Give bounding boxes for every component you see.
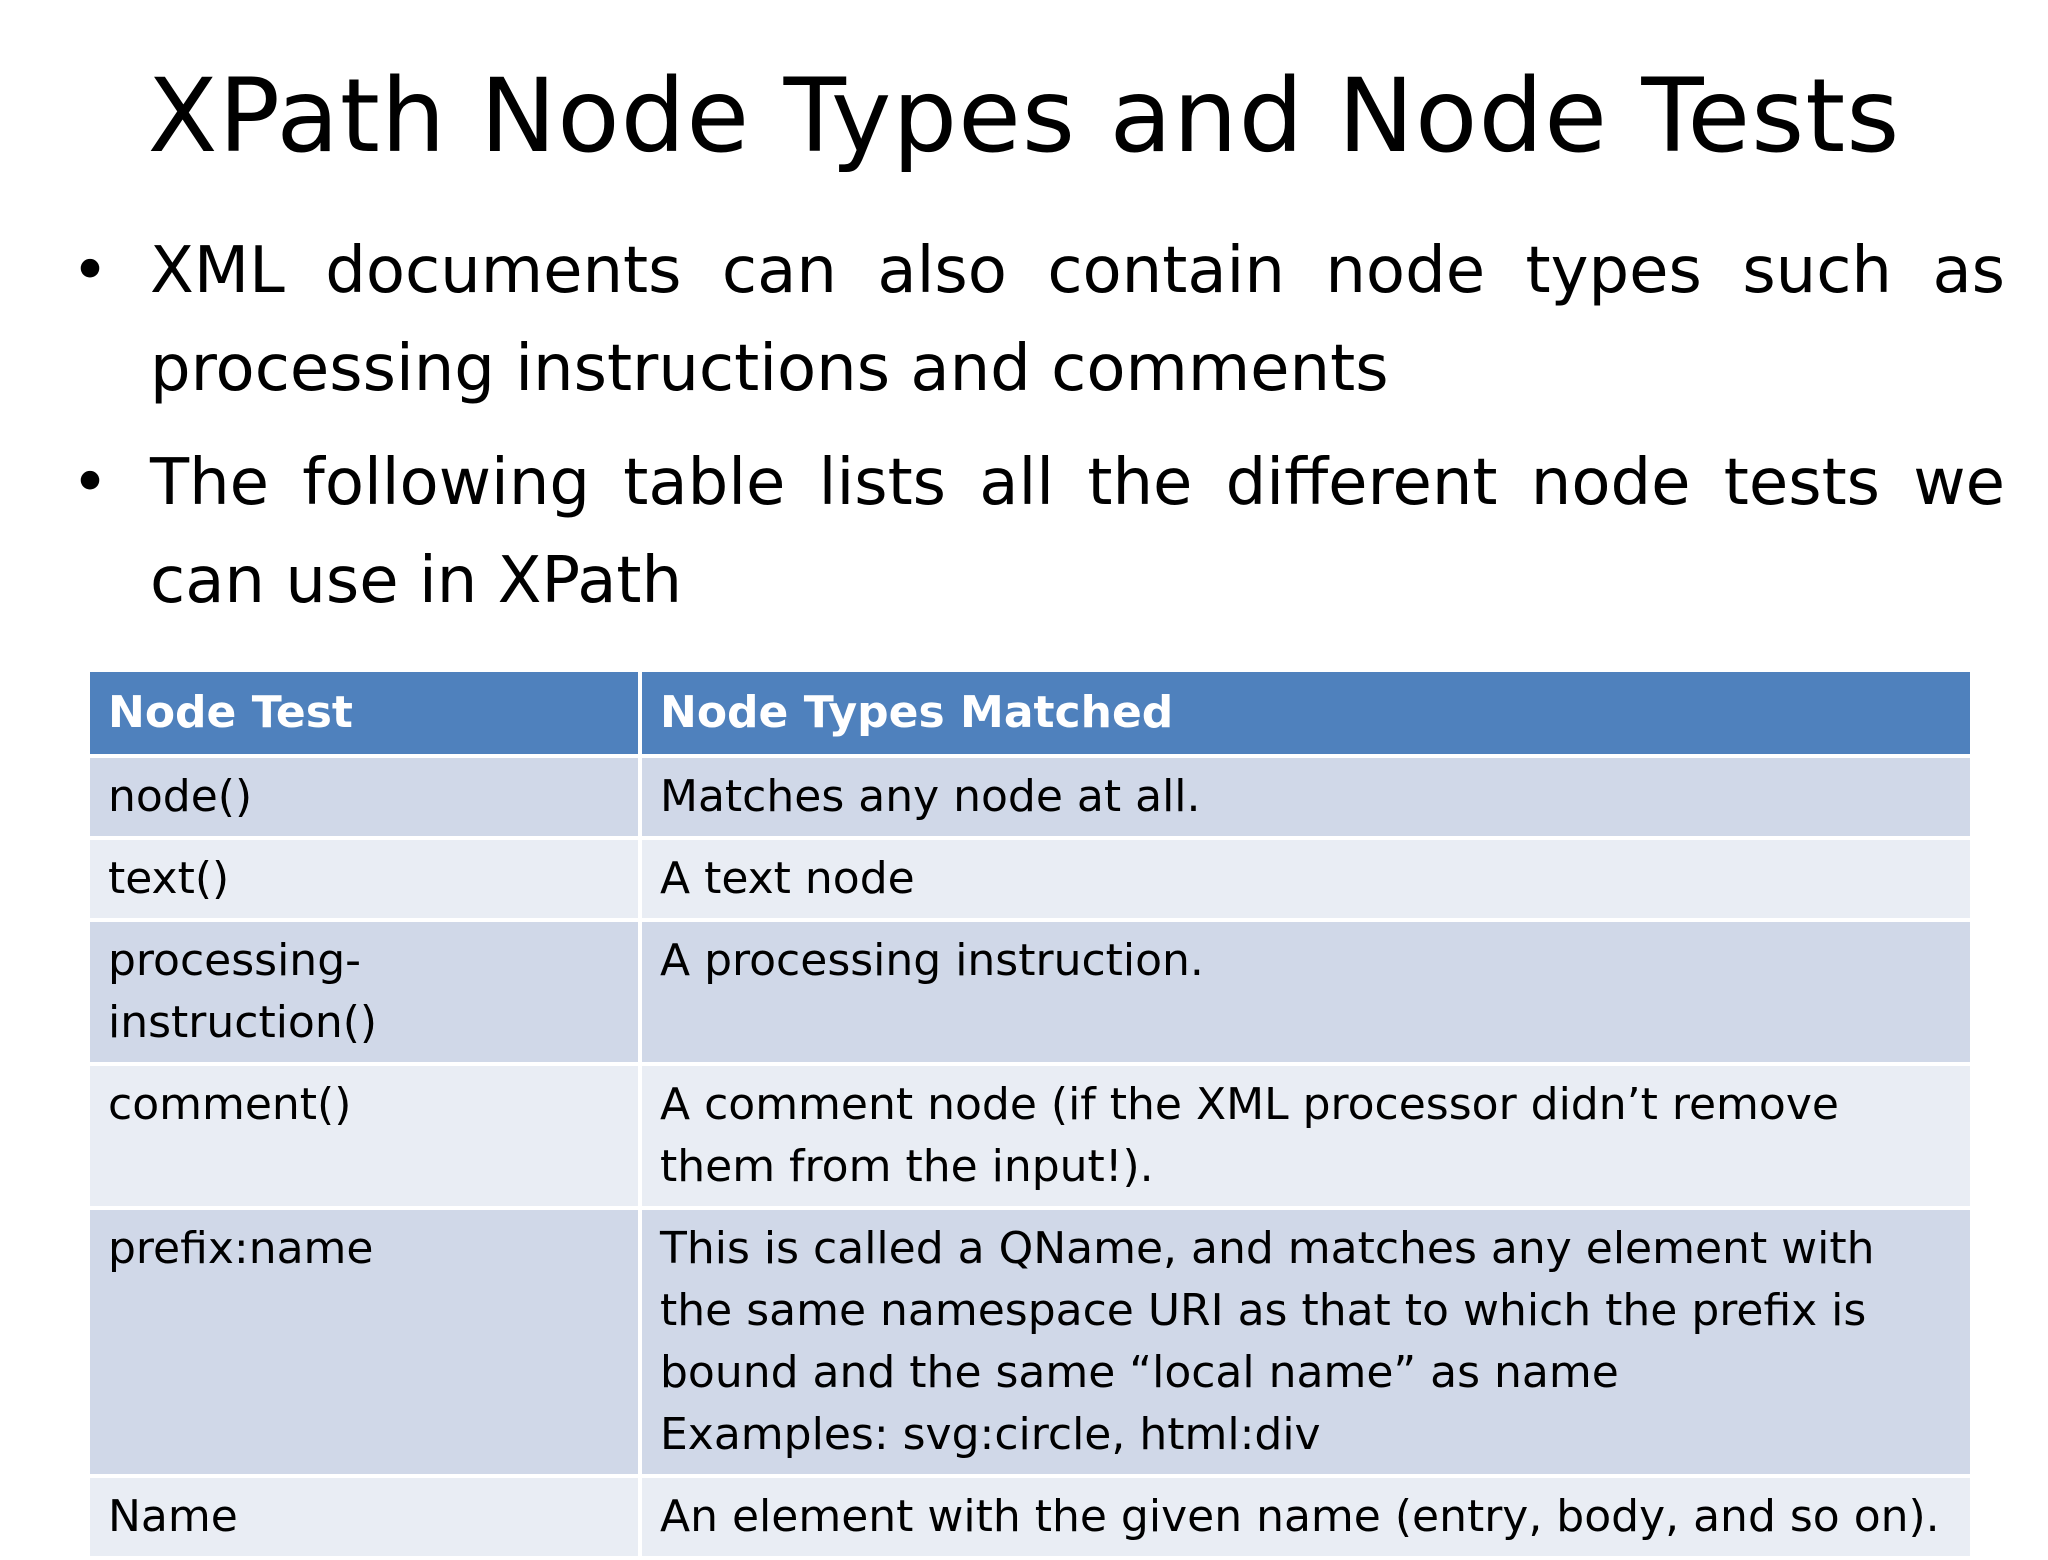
slide-title: XPath Node Types and Node Tests <box>147 57 1901 176</box>
description-line: Matches any node at all. <box>660 771 1201 822</box>
bullet-item <box>70 222 2005 418</box>
node-test-cell: comment() <box>88 1064 640 1208</box>
bullet-item <box>70 434 2005 630</box>
node-test-cell: node() <box>88 756 640 838</box>
node-test-cell: Name <box>88 1476 640 1558</box>
node-types-cell <box>640 1064 1972 1208</box>
node-test-cell: prefix:name <box>88 1208 640 1476</box>
table-row <box>88 1064 1972 1208</box>
header-node-test: Node Test <box>88 670 640 756</box>
table-row <box>88 1476 1972 1558</box>
bullet-text: XML documents can also contain node types such as processing instructions and comments <box>150 234 2005 406</box>
header-node-types-matched: Node Types Matched <box>640 670 1972 756</box>
description-line: A comment node (if the XML processor didn’t remove them from the input!). <box>660 1079 1839 1192</box>
node-types-cell <box>640 838 1972 920</box>
node-types-cell <box>640 756 1972 838</box>
node-test-cell: text() <box>88 838 640 920</box>
node-test-table <box>86 668 1974 1560</box>
node-types-cell <box>640 920 1972 1064</box>
table-header-row <box>88 670 1972 756</box>
description-examples: Examples: svg:circle, html:div <box>660 1409 1321 1460</box>
table-row <box>88 1208 1972 1476</box>
description-line: A text node <box>660 853 915 904</box>
node-test-cell: processing-instruction() <box>88 920 640 1064</box>
bullet-text: The following table lists all the different node tests we can use in XPath <box>150 446 2005 618</box>
bullet-list <box>70 222 2005 646</box>
node-types-cell <box>640 1476 1972 1558</box>
table-row <box>88 920 1972 1064</box>
description-line: This is called a QName, and matches any element with the same namespace URI as that to which the prefix is bound and the same “local name” as name <box>660 1223 1875 1398</box>
description-line: A processing instruction. <box>660 935 1204 986</box>
bullet-dot-icon: • <box>71 446 109 520</box>
description-line: An element with the given name (entry, body, and so on). <box>660 1491 1940 1542</box>
table-row <box>88 756 1972 838</box>
bullet-dot-icon: • <box>71 234 109 308</box>
node-types-cell <box>640 1208 1972 1476</box>
table-row <box>88 838 1972 920</box>
